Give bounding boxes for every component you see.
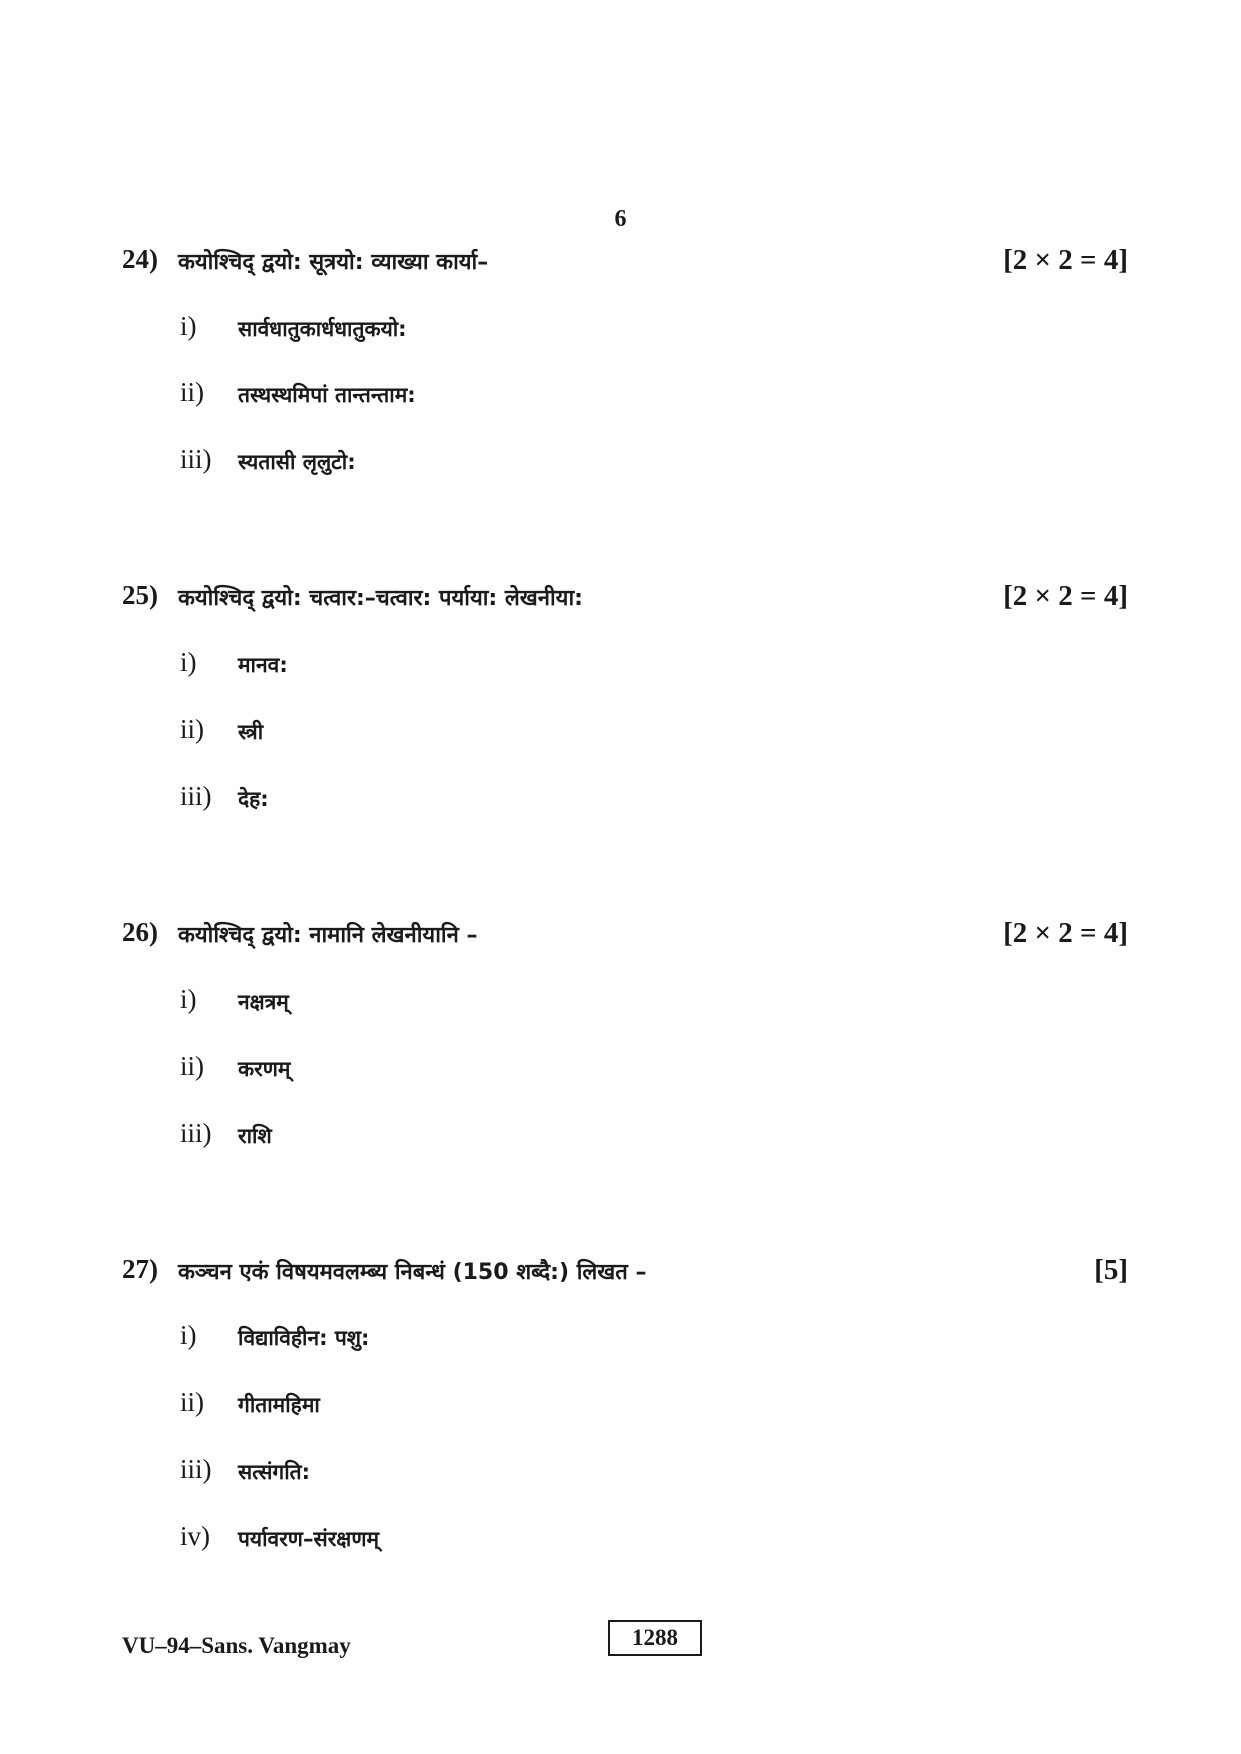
- question-header: [122, 917, 1128, 957]
- option-text: करणम्: [238, 1057, 291, 1081]
- option-label: ii): [180, 1051, 204, 1081]
- option-label: i): [180, 984, 197, 1014]
- paper-code: VU–94–Sans. Vangmay: [122, 1633, 351, 1658]
- question-text: कयोश्चिद् द्वयो: चत्वार:–चत्वार: पर्याया: लेखनीया:: [178, 586, 583, 611]
- page-code-box: 1288: [608, 1620, 702, 1656]
- option-label: i): [180, 311, 197, 341]
- question-text: कञ्चन एकं विषयमवलम्ब्य निबन्धं (150 शब्दै:) लिखत –: [178, 1260, 647, 1285]
- option-label: i): [180, 1320, 197, 1350]
- option-label: iii): [180, 1118, 212, 1148]
- question-header: [122, 580, 1128, 620]
- option-label: ii): [180, 714, 204, 744]
- page-number: 6: [614, 206, 627, 232]
- option-text: मानव:: [238, 653, 288, 677]
- question-marks: [5]: [1094, 1254, 1128, 1286]
- option-text: नक्षत्रम्: [238, 990, 289, 1014]
- option-text: सत्संगति:: [238, 1460, 311, 1484]
- question-marks: [2 × 2 = 4]: [1003, 244, 1128, 276]
- option-text: स्यतासी लृलुटो:: [238, 450, 356, 474]
- question-header: [122, 244, 1128, 284]
- question-number: 27): [122, 1254, 158, 1284]
- option-label: ii): [180, 377, 204, 407]
- option-label: iii): [180, 781, 212, 811]
- option-text: राशि: [238, 1124, 272, 1148]
- question-26: [122, 917, 1128, 957]
- option-label: i): [180, 647, 197, 677]
- question-number: 25): [122, 580, 158, 610]
- option-label: iii): [180, 1454, 212, 1484]
- option-label: iii): [180, 444, 212, 474]
- option-text: विद्याविहीन: पशु:: [238, 1326, 370, 1350]
- question-text: कयोश्चिद् द्वयो: नामानि लेखनीयानि –: [178, 923, 478, 948]
- question-24: [122, 244, 1128, 284]
- option-text: पर्यावरण–संरक्षणम्: [238, 1527, 380, 1551]
- question-text: कयोश्चिद् द्वयो: सूत्रयो: व्याख्या कार्या–: [178, 250, 489, 275]
- question-marks: [2 × 2 = 4]: [1003, 917, 1128, 949]
- option-label: ii): [180, 1387, 204, 1417]
- question-number: 24): [122, 244, 158, 274]
- question-number: 26): [122, 917, 158, 947]
- option-text: तस्थस्थमिपां तान्तन्ताम:: [238, 383, 416, 407]
- option-text: गीतामहिमा: [238, 1393, 320, 1417]
- option-text: स्त्री: [238, 720, 264, 744]
- option-label: iv): [180, 1521, 210, 1551]
- question-25: [122, 580, 1128, 620]
- question-27: [122, 1254, 1128, 1294]
- question-header: [122, 1254, 1128, 1294]
- question-marks: [2 × 2 = 4]: [1003, 580, 1128, 612]
- option-text: सार्वधातुकार्धधातुकयो:: [238, 317, 407, 341]
- option-text: देह:: [238, 787, 269, 811]
